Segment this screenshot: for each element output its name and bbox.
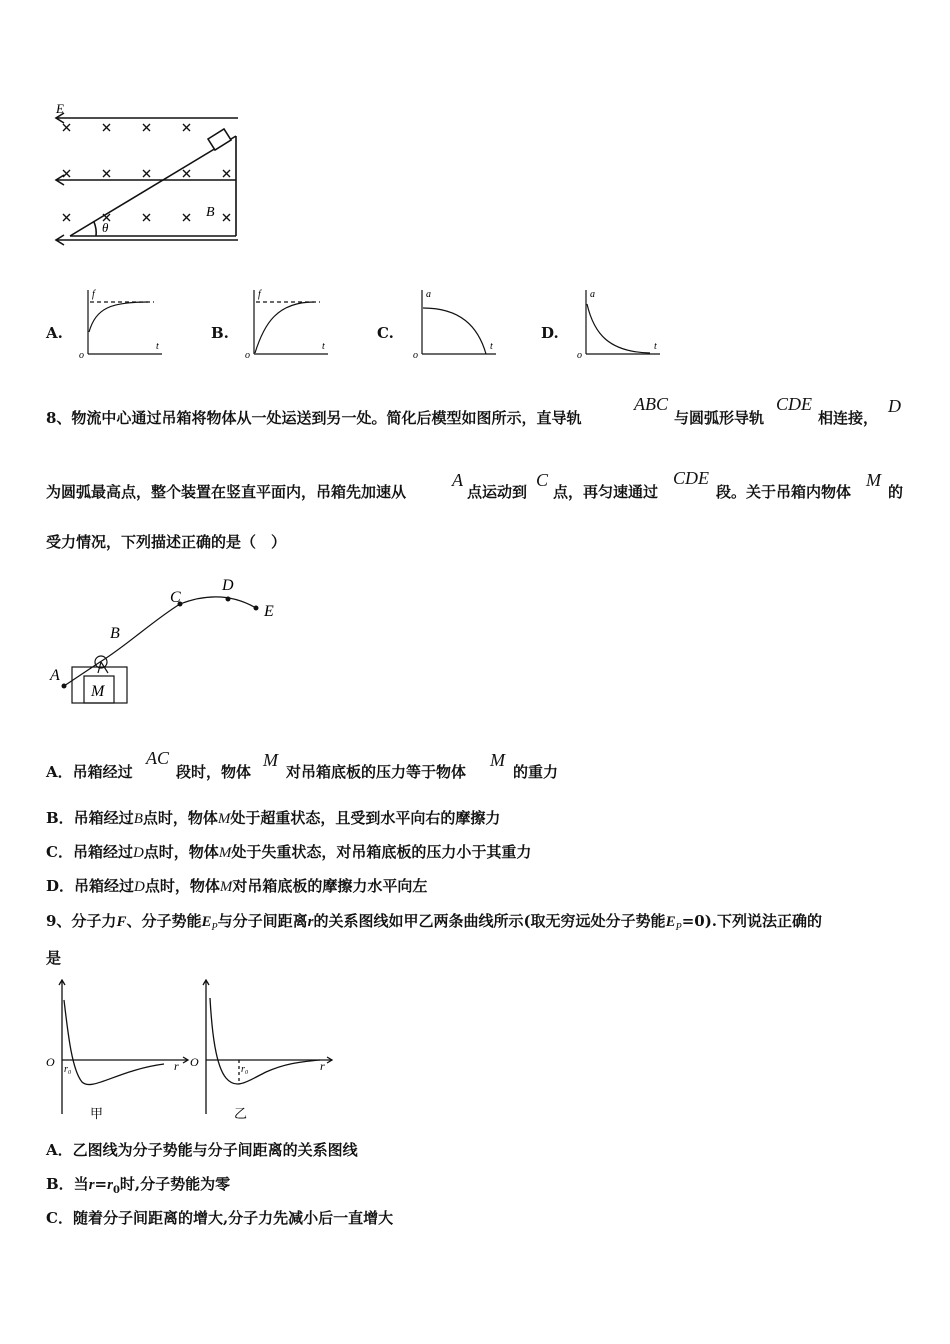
q8-optD-sym-M: M (219, 879, 233, 895)
q8-option-D (46, 876, 427, 897)
axis-t: t (156, 341, 159, 352)
origin: o (245, 350, 250, 360)
q8-option-B (46, 808, 500, 829)
label-theta: θ (102, 220, 109, 235)
q7-option-B-graph (242, 286, 334, 360)
axis-f: f (258, 289, 261, 300)
q9-option-B (46, 1174, 230, 1201)
label-B: B (206, 205, 215, 220)
q9-optB-r: r (88, 1177, 95, 1193)
q8-sym-CDE2: CDE (673, 468, 709, 488)
q9-text: 9、分子力 (46, 912, 117, 930)
origin: o (79, 350, 84, 360)
q8-sym-C: C (536, 470, 549, 490)
q9-r: r (307, 914, 314, 930)
label-r0: r₀ (64, 1064, 72, 1075)
axis-a: a (426, 289, 431, 300)
q9-optB-sub: 0 (112, 1185, 120, 1196)
q8-optD-text: 对吊箱底板的摩擦力水平向左 (232, 877, 428, 895)
q8-option-A (46, 750, 666, 786)
q8-optA-sym-M: M (490, 750, 505, 770)
q8-sym-M: M (866, 470, 881, 490)
q8-text: 点，再匀速通过 (553, 483, 659, 501)
q8-text: 的 (888, 483, 904, 501)
q9-Ep: E (201, 914, 212, 930)
caption-yi: 乙 (234, 1106, 248, 1121)
label-E: E (56, 101, 64, 116)
q9-optB-text: B．当 (46, 1175, 89, 1193)
label-D: D (222, 577, 234, 594)
q8-rail-figure (46, 570, 286, 708)
q9-optB-text: 时,分子势能为零 (119, 1175, 231, 1193)
q9-graph-jia (42, 974, 192, 1124)
q8-optA-text: 段时，物体 (176, 763, 252, 781)
q8-optB-text: 点时，物体 (142, 809, 218, 827)
q9-Ep2: E (665, 914, 676, 930)
q9-optB-r0: r (107, 1177, 113, 1193)
origin-O: O (190, 1055, 199, 1069)
incline-field-figure (48, 98, 248, 250)
q8-optC-sym-D: D (132, 845, 144, 861)
label-r: r (320, 1059, 325, 1073)
q7-option-A-graph (76, 286, 168, 360)
axis-t: t (654, 341, 657, 352)
axis-t: t (322, 341, 325, 352)
q7-option-D-letter: D. (541, 324, 559, 342)
q8-optA-sym-AC: AC (146, 748, 170, 768)
q7-option-D-graph (574, 286, 666, 360)
q9-stem-line2: 是 (46, 949, 62, 967)
q8-optD-sym-D: D (134, 879, 145, 895)
axis-f: f (92, 289, 95, 300)
label-E: E (264, 603, 274, 620)
q8-text: 为圆弧最高点，整个装置在竖直平面内，吊箱先加速从 (46, 483, 407, 501)
q8-optC-text: 处于失重状态，对吊箱底板的压力小于其重力 (231, 843, 532, 861)
axis-a: a (590, 289, 595, 300)
q9-text: 、分子势能 (126, 912, 202, 930)
q8-text: 相连接， (818, 409, 879, 427)
label-C: C (170, 589, 181, 606)
q8-stem-line1 (46, 396, 906, 440)
q9-text: =0).下列说法正确的 (681, 912, 823, 930)
q9-text: 的关系图线如甲乙两条曲线所示(取无穷远处分子势能 (313, 912, 666, 930)
q8-option-C (46, 842, 531, 863)
q8-optC-text: C．吊箱经过 (46, 843, 133, 861)
q8-optC-text: 点时，物体 (143, 843, 219, 861)
q8-text: 与圆弧形导轨 (674, 409, 765, 427)
q8-optB-text: 处于超重状态，且受到水平向右的摩擦力 (230, 809, 501, 827)
q7-option-C-letter: C. (377, 324, 394, 342)
q8-optB-sym-B: B (133, 811, 143, 827)
q7-option-A-letter: A. (46, 324, 63, 342)
label-B: B (110, 625, 120, 642)
q8-sym-ABC: ABC (634, 394, 668, 414)
q7-option-B-letter: B. (211, 324, 229, 342)
origin: o (577, 350, 582, 360)
q8-stem-line3: 受力情况，下列描述正确的是（ ） (46, 533, 287, 551)
origin: o (413, 350, 418, 360)
q8-optC-sym-M: M (218, 845, 232, 861)
q8-optB-sym-M: M (217, 811, 231, 827)
q9-Ep2-sub: P (675, 922, 682, 933)
label-M: M (91, 683, 105, 700)
q8-sym-A: A (452, 470, 463, 490)
q8-optB-text: B．吊箱经过 (46, 809, 134, 827)
q9-Ep-sub: P (211, 922, 218, 933)
q8-text: 段。关于吊箱内物体 (716, 483, 852, 501)
q9-optB-eq: = (94, 1175, 108, 1193)
q8-sym-D: D (888, 396, 901, 416)
q9-graph-yi (186, 974, 336, 1124)
q8-optA-text: A．吊箱经过 (46, 763, 133, 781)
label-r0: r₀ (241, 1064, 249, 1075)
label-A: A (50, 667, 60, 684)
q8-optA-text: 的重力 (513, 763, 559, 781)
q9-F: F (116, 914, 127, 930)
q9-stem-line1 (46, 911, 822, 938)
caption-jia: 甲 (90, 1106, 104, 1121)
origin-O: O (46, 1055, 55, 1069)
q8-stem-line2 (46, 470, 906, 510)
q7-option-C-graph (410, 286, 502, 360)
q8-optD-text: 点时，物体 (144, 877, 220, 895)
q8-text: 点运动到 (467, 483, 528, 501)
q9-text: 与分子间距离 (217, 912, 308, 930)
q9-option-C: C．随着分子间距离的增大,分子力先减小后一直增大 (46, 1209, 394, 1227)
q8-text: 8、物流中心通过吊箱将物体从一处运送到另一处。简化后模型如图所示，直导轨 (46, 409, 582, 427)
q8-optA-text: 对吊箱底板的压力等于物体 (286, 763, 467, 781)
axis-t: t (490, 341, 493, 352)
q9-option-A: A．乙图线为分子势能与分子间距离的关系图线 (46, 1141, 358, 1159)
q8-optD-text: D．吊箱经过 (46, 877, 135, 895)
q8-optA-sym-M: M (263, 750, 278, 770)
q8-sym-CDE: CDE (776, 394, 812, 414)
label-r: r (174, 1059, 179, 1073)
